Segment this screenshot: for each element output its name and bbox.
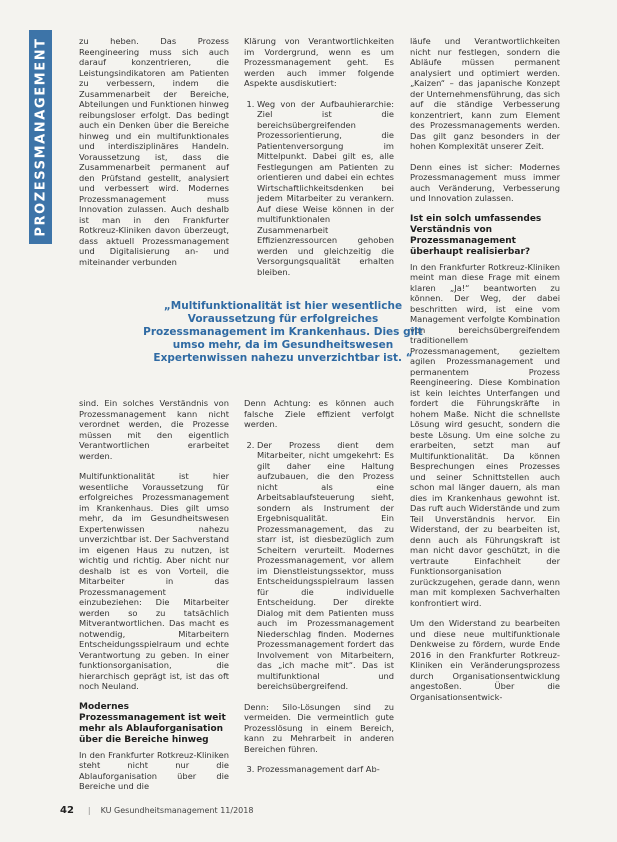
column-2-bottom — [244, 398, 394, 785]
page-footer — [60, 805, 253, 816]
footer-separator: | — [87, 806, 91, 815]
paragraph: Um den Widerstand zu bearbeiten und diese neue multifunktionale Denkweise zu fördern, wurde Ende 2016 in den Frankfurter Rotkreuz-Kliniken ein Veränderungsprozess durch Organisationsentwicklung angestoßen. Über die Organisationsentwick- — [410, 618, 560, 702]
list — [244, 99, 394, 278]
subheading: Ist ein solch umfassendes Verständnis von Prozessmanagement überhaupt realisierbar? — [410, 213, 542, 257]
column-1-top — [79, 36, 229, 277]
list-item: 1. Weg von der Aufbauhierarchie: Ziel ist die bereichsübergreifenden Prozessorientierung, die Patientenversorgung im Mittelpunkt. Dabei gilt es, alle Festlegungen am Patienten zu orientieren und dabei ein echtes Wirtschaftlichkeitsdenken bei jedem Mitarbeiter zu verankern. Auf diese Weise können in der multifunktionalen Zusammenarbeit Effizienzressourcen gehoben werden und gleichzeitig die Versorgungsqualität erhalten bleiben. — [257, 99, 394, 278]
section-label: PROZESSMANAGEMENT — [33, 37, 48, 237]
paragraph: In den Frankfurter Rotkreuz-Kliniken steht nicht nur die Ablauforganisation über die Bereiche und die — [79, 749, 229, 791]
paragraph: In den Frankfurter Rotkreuz-Kliniken meint man diese Frage mit einem klaren „Ja!“ beantworten zu können. Der Weg, der dabei beschritten wird, ist eine vom Management verfolgte Kombination von bereichsübergreifendem traditionellem Prozessmanagement, gezieltem agilen Prozessmanagement und permanentem Prozess Reengineering. Diese Kombination ist kein leichtes Unterfangen und fordert die Führungskräfte in hohem Maße. Nicht die schnellste Lösung wird gesucht, sondern die beste Lösung. Um eine solche zu erarbeiten, setzt man auf Multifunktionalität. Da können Besprechungen eines Prozesses und seiner Schnittstellen auch schon mal länger dauern, als man dies im Krankenhaus gewohnt ist. Das ruft auch Widerstände und zum Teil Unverständnis hervor. Ein Widerstand, der zu bearbeiten ist, denn auch als Führungskraft ist man nicht davor geschützt, in die vertraute Einfachheit der Funktionsorganisation zurückzugehen, gerade dann, wenn man mit komplexen Sachverhalten konfrontiert wird. — [410, 261, 560, 608]
paragraph: Multifunktionalität ist hier wesentliche Voraussetzung für erfolgreiches Prozessmanagement im Krankenhaus. Dies gilt umso mehr, da im Gesundheitswesen Expertenwissen nahezu unverzichtbar ist. Der Sachverstand im eigenen Haus zu nutzen, ist wichtig und richtig. Aber nicht nur deshalb ist es von Vorteil, die Mitarbeiter in das Prozessmanagement einzubeziehen: Die Mitarbeiter werden so zu tatsächlich Mitverantwortlichen. Das macht es notwendig, Mitarbeitern Entscheidungsspielraum und echte Verantwortung zu geben. In einer funktionsorganisation, die hierarchisch geprägt ist, ist das oft noch Neuland. — [79, 471, 229, 691]
pull-quote: „Multifunktionalität ist hier wesentliche Voraussetzung für erfolgreiches Prozessmanagement im Krankenhaus. Dies gilt umso mehr, da im Gesundheitswesen Expertenwissen nahezu unverzichtbar ist. “ — [143, 300, 423, 364]
column-1-bottom — [79, 398, 229, 802]
paragraph: zu heben. Das Prozess Reengineering muss sich auch darauf konzentrieren, die Leistungsindikatoren am Patienten zu verbessern, indem die Zusammenarbeit der Bereiche, Abteilungen und Funktionen hinweg reibungsloser erfolgt. Das bedingt auch ein Denken über die Bereiche hinweg und ein multifunktionales und interdisziplinäres Handeln. Voraussetzung ist, dass die Zusammenarbeit permanent auf den Prüfstand gestellt, analysiert und verbessert wird. Modernes Prozessmanagement muss Innovation zulassen. Auch deshalb ist man in den Frankfurter Rotkreuz-Kliniken davon überzeugt, dass aktuell Prozessmanagement und Digitalisierung an- und miteinander verbunden — [79, 36, 229, 267]
paragraph: sind. Ein solches Verständnis von Prozessmanagement kann nicht verordnet werden, die Prozesse müssen mit den eigentlich Verantwortlichen erarbeitet werden. — [79, 398, 229, 461]
paragraph: Denn eines ist sicher: Modernes Prozessmanagement muss immer auch Veränderung, Verbesserung und Innovation zulassen. — [410, 161, 560, 203]
list — [244, 440, 394, 692]
page-number: 42 — [60, 805, 74, 816]
paragraph: Denn Achtung: es können auch falsche Ziele effizient verfolgt werden. — [244, 398, 394, 429]
list-item: 2. Der Prozess dient dem Mitarbeiter, nicht umgekehrt: Es gilt daher eine Haltung aufzubauen, die den Prozess nicht als eine Arbeitsablaufsteuerung sieht, sondern als Instrument der Ergebnisqualität. Ein Prozessmanagement, das zu starr ist, ist diesbezüglich zum Scheitern verurteilt. Modernes Prozessmanagement, vor allem im Dienstleistungssektor, muss Entscheidungsspielraum lassen für die individuelle Entscheidung. Der direkte Dialog mit dem Patienten muss auch im Prozessmanagement Niederschlag finden. Modernes Prozessmanagement fordert das Involvement von Mitarbeitern, das „ich mache mit“. Das ist multifunktional und bereichsübergreifend. — [257, 440, 394, 692]
paragraph: läufe und Verantwortlichkeiten nicht nur festlegen, sondern die Abläufe müssen permanent analysiert und optimiert werden. „Kaizen“ – das japanische Konzept der Unternehmensführung, das sich auf die ständige Verbesserung konzentriert, kann zum Element des Prozessmanagements werden. Das gilt ganz besonders in der hohen Komplexität unserer Zeit. — [410, 36, 560, 151]
journal-name: KU Gesundheitsmanagement 11/2018 — [100, 806, 254, 815]
column-2-top — [244, 36, 394, 287]
paragraph: Klärung von Verantwortlichkeiten im Vordergrund, wenn es um Prozessmanagement geht. Es werden auch immer folgende Aspekte ausdiskutiert: — [244, 36, 394, 88]
subheading: Modernes Prozessmanagement ist weit mehr als Ablauforganisation über die Bereiche hinweg — [79, 701, 226, 745]
paragraph: Denn: Silo-Lösungen sind zu vermeiden. Die vermeintlich gute Prozesslösung in einem Bereich, kann zu Mehrarbeit in anderen Bereichen führen. — [244, 701, 394, 754]
list — [244, 764, 394, 775]
column-3 — [410, 36, 560, 712]
list-item: 3. Prozessmanagement darf Ab- — [257, 764, 394, 775]
section-tab — [29, 30, 52, 244]
